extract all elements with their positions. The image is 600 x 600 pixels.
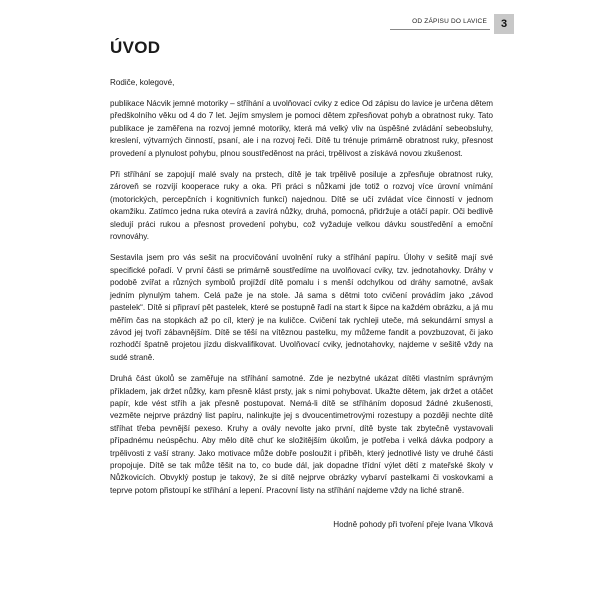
running-header	[0, 12, 600, 34]
running-title: OD ZÁPISU DO LAVICE	[412, 18, 487, 25]
page-number: 3	[494, 14, 514, 34]
greeting: Rodiče, kolegové,	[110, 78, 175, 87]
paragraph-1: publikace Nácvik jemné motoriky – stříhání a uvolňovací cviky z edice Od zápisu do lavice je určena dětem předškolního věku od 4 do 7 let. Jejím smyslem je pomoci dětem zpřesňovat pohyb a obratnost ruky. Tato publikace je zaměřena na rozvoj jemné motoriky, která má velký vliv na úspěšné zvládání sebeobsluhy, kreslení, výtvarných činností, psaní, ale i na rozvoj řeči. Dítě tu trénuje primárně obratnost ruky, přesnost provedení a plynulost pohybu, plnou soustředěnost na práci, trpělivost a získává novou zkušenost.	[110, 99, 493, 158]
paragraph-4: Druhá část úkolů se zaměřuje na stříhání samotné. Zde je nezbytné ukázat dítěti vlastním správným příkladem, jak držet nůžky, kam přesně klást prsty, jak s nimi pohybovat. Ukažte dětem, jak držet a otáčet papír, kde vést stříh a jak přesně postupovat. Nemá-li dítě se stříháním doposud žádné zkušenosti, vezměte nejprve prázdný list papíru, nalinkujte jej s dvoucentimetrovými rozestupy a později nechte dítě stříhat třeba pevnější pexeso. Kruhy a ovály nevolte jako první, dítě byste tak zbytečně vystavovali případnému neúspěchu. Aby mělo dítě chuť ke složitějším úkolům, je potřeba i velká dávka podpory a trpělivosti z vaší strany. Jako motivace může dobře posloužit i příběh, který jednotlivé listy ve druhé části propojuje. Dítě se tak může těšit na to, co bude dál, jak dopadne třídní výlet dětí z mateřské školy v Nůžkovicích. Obvyklý postup je takový, že si dítě nejprve obrázky vybarví pastelkami či voskovkami a teprve potom přistoupí ke stříhání a lepení. Pracovní listy na stříhání najdeme vždy na liché straně.	[110, 374, 493, 495]
paragraph-2: Při stříhání se zapojují malé svaly na prstech, dítě je tak trpělivě posiluje a zpřesňuje obratnost ruky, zároveň se rozvíjí kooperace ruky a oka. Při práci s nůžkami jde totiž o rozvoj více úrovní vnímání (motorických, percepčních i kognitivních funkcí) najednou. Dítě se učí zvládat více činností v jednom okamžiku. Zatímco jedna ruka otevírá a zavírá nůžky, druhá, pomocná, přidržuje a otáčí papír. Oči bedlivě sledují práci rukou a přesnost provedení pohybu, což vyžaduje velkou dávku soustředění a emoční rovnováhy.	[110, 170, 493, 242]
page-title: ÚVOD	[110, 38, 161, 57]
signature: Hodně pohody při tvoření přeje Ivana Vlková	[333, 520, 493, 530]
page-content	[110, 38, 493, 539]
header-rule	[390, 29, 490, 30]
paragraph-3: Sestavila jsem pro vás sešit na procvičování uvolnění ruky a stříhání papíru. Úlohy v sešitě mají své specifické pořadí. V první části se primárně soustředíme na uvolňovací cviky, tzv. jednotahovky. Dráhy v podobě zvířat a různých symbolů projíždí dítě pomalu i s menší odchylkou od dráhy samotné, avšak jedním plynulým tahem. Celá paže je na stole. Já sama s dětmi toto cvičení provádím jako „závod pastelek“. Dítě si připraví pět pastelek, které se postupně řadí na start k šipce na každém obrázku, a já mu měřím čas na stopkách až po cíl, který je na kuličce. Cvičení tak rychleji uteče, má sekundární smysl a závod jej tvoří zábavnějším. Dítě se těší na vítěznou pastelku, my můžeme fandit a povzbuzovat, či jako rozhodčí špatně projetou jízdu diskvalifikovat. Uvolňovací cviky, jednotahovky, najdeme v sešitě vždy na sudé straně.	[110, 253, 493, 362]
